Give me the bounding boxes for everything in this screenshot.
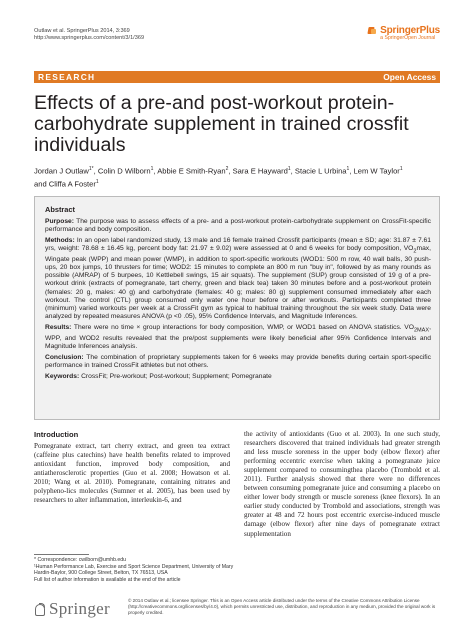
article-title: Effects of a pre-and post-workout protein-carbohydrate supplement in trained crossfit individuals [34,92,409,157]
footnote-divider [34,554,89,555]
methods-text: In an open label randomized study, 13 male and 16 female trained Crossfit participants (mean ± SD; age: 31.87 ± 7.61 yrs, weight: 78.68 ± 16.45 kg, percent body fat: 21.97 ± 9.02) were assessed at 0 and 6 weeks for body composition, VO [45,237,431,253]
methods-text-cont: max, Wingate peak (WPP) and mean power (WMP), in addition to sport-specific workouts (WOD1: 500 m row, 40 wall balls, 30 push-ups, 20 box jumps, 10 thrusters for time; WOD2: 15 minutes to complete an 800 m run "buy in", followed by as many rounds as possible (AMRAP) of 5 burpees, 10 Kettlebell swings, 15 air squats). The supplement (SUP) group consisted of 19 g of a pre-workout drink (extracts of pomegranate, tart cherry, green and black tea) taken 30 minutes before and a post-workout protein (females: 20 g, males: 40 g) and carbohydrate (females: 40 g; males: 80 g) supplement consumed immediately after each workout. The control (CTL) group consumed only water one hour before or after workouts. Participants completed three (minimum) varied workouts per week at a CrossFit gym as typical to habitual training throughout the six week study. Data were analyzed by repeated measures ANOVA (p <0 .05), 95% Confidence Intervals, and Magnitude Inferences. [45,245,431,321]
author-affiliation-mark: 1 [287,166,291,172]
author-affiliation-mark: 1 [399,166,403,172]
correspondence-note: * Correspondence: cwilborn@umhb.edu [34,557,127,563]
author-name: Abbie E Smith-Ryan [157,166,226,176]
results-label: Results: [45,324,72,332]
conclusion-text: The combination of proprietary supplements taken for 6 weeks may provide benefits during certain sport-specific performance in trained CrossFit athletes but not others. [45,354,431,370]
left-column-text: Pomegranate extract, tart cherry extract, and green tea extract (caffeine plus catechins) have health benefits related to improved antioxidant function, improved body composition, and antiatherosclerotic properties (Guo et al. 2008; Howatson et al. 2010; Wang et al. 2010). Pomegranate, containing nitrates and polypheno-lics molecules (Sumner et al. 2005), has been used by researchers to alter inflammation, interleukin-6, and [34,442,230,505]
purpose-text: The purpose was to assess effects of a pre- and a post-workout protein-carbohydrate supplement on CrossFit-specific performance and body composition. [45,218,431,234]
abstract-heading: Abstract [45,205,75,214]
author-affiliation-mark: 2 [225,166,229,172]
author-affiliation-mark: 1 [346,166,350,172]
author-info-note: Full list of author information is available at the end of the article [34,576,181,583]
author-affiliation-mark: 1 [95,178,99,185]
author-name: Jordan J Outlaw [34,166,89,176]
author-affiliation-mark: 1* [88,166,94,172]
brand-name: SpringerPlus [380,25,440,36]
right-column-text: the activity of antioxidants (Guo et al. 2003). In one such study, researchers discovered that trained individuals had greater strength and less muscle soreness in the upper body (elbow flexor) after performing eccentric exercise when taking a pomegranate juice supplement compared to consumingthea placebo (Trombold et al. 2011). Further analysis showed that there were no differences between consuming pomegranate juice and consuming a placebo on either lower body strength or muscle soreness (knee flexors). In an earlier study conducted by Trombold and associations, strength was greater at 48 and 72 hours post eccentric exercise-induced muscle damage (elbow flexor) after nine days of pomegranate extract supplementation [244,430,440,538]
keywords-label: Keywords: [45,373,80,381]
abstract-conclusion [45,354,431,370]
section-banner [34,71,440,83]
section-label: RESEARCH [38,72,96,82]
article-url-link[interactable]: http://www.springerplus.com/content/3/1/369 [34,35,145,42]
keywords-text: CrossFit; Pre-workout; Post-workout; Supplement; Pomegranate [81,373,272,381]
springer-logo [34,599,110,619]
author-name: Sara E Hayward [232,166,288,176]
author-name: Lem W Taylor [353,166,400,176]
springerplus-logo-icon [368,26,377,35]
author-affiliation-mark: 1 [150,166,154,172]
author-list: Jordan J Outlaw$^{1*}$, Colin D Wilborn$^1$, Abbie E Smith-Ryan$^2$, Sara E Hayward$^1$, Stacie L Urbina$^1$, Lem W Taylor$^1$ and Cliffa A Foster$^1$ [34,166,403,189]
license-text: © 2014 Outlaw et al.; licensee Springer. This is an Open Access article distributed under the terms of the Creative Commons Attribution License (http://creativecommons.org/licenses/by/4.0), which permits unrestricted use, distribution, and reproduction in any medium, provided the original work is properly credited. [128,598,436,615]
abstract-box [34,196,440,420]
methods-label: Methods: [45,237,75,245]
footnotes [34,557,234,583]
purpose-label: Purpose: [45,218,74,225]
right-column [244,430,440,539]
abstract-body [45,218,431,384]
springer-horse-icon [34,603,46,615]
citation-line: Outlaw et al. SpringerPlus 2014, 3:369 [34,28,130,34]
publisher-name: Springer [49,599,110,618]
journal-brand [368,25,440,41]
abstract-results [45,324,431,351]
conclusion-label: Conclusion: [45,354,84,361]
author-name: Colin D Wilborn [97,166,151,176]
methods-subscript: 2 [413,248,417,255]
journal-header [34,28,144,43]
results-text-cont: , WPP, and WOD2 results revealed that the pre/post supplements were likely beneficial after 95% Confidence Intervals and Magnitude Inferences analysis. [45,324,431,350]
introduction-heading: Introduction [34,430,79,439]
left-column [34,430,230,505]
author-name: Cliffa A Foster [48,179,96,189]
abstract-keywords [45,373,431,381]
author-name: Stacie L Urbina [294,166,347,176]
affiliation-note: ¹Human Performance Lab, Exercise and Sport Science Department, University of Mary Hardin-Baylor, 900 College Street, Belton, TX 76513, USA [34,563,234,576]
abstract-methods [45,237,431,321]
results-text: There were no time × group interactions for body composition, WMP, or WOD1 based on ANOVA statistics. VO [73,324,414,332]
abstract-purpose [45,218,431,234]
open-access-label: Open Access [383,72,436,82]
brand-subtitle: a SpringerOpen Journal [380,35,436,41]
results-subscript: 2MAX [413,327,430,334]
